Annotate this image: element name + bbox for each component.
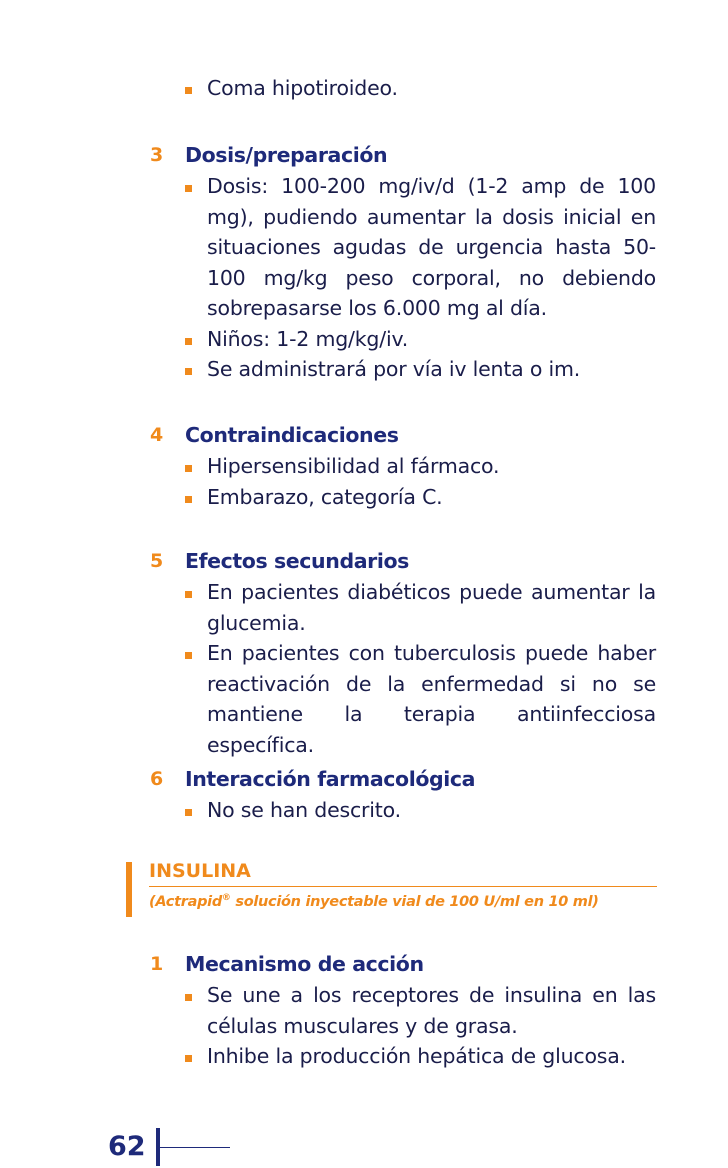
section-title: Efectos secundarios — [185, 549, 409, 573]
registered-mark: ® — [221, 893, 231, 903]
section-title: Dosis/preparación — [185, 143, 388, 167]
list-item: Hipersensibilidad al fármaco. — [183, 451, 656, 482]
bullet-list — [183, 73, 656, 104]
bullet-list — [183, 795, 656, 826]
page-number: 62 — [108, 1131, 146, 1162]
page-number-rule — [160, 1147, 230, 1148]
list-item: Inhibe la producción hepática de glucosa. — [183, 1041, 656, 1072]
list-item: No se han descrito. — [183, 795, 656, 826]
list-item: En pacientes diabéticos puede aumentar la glucemia. — [183, 577, 656, 638]
drug-subtitle-suffix: solución inyectable vial de 100 U/ml en 10 ml) — [230, 893, 599, 910]
list-item: Niños: 1-2 mg/kg/iv. — [183, 324, 656, 355]
drug-divider — [149, 886, 657, 887]
section-title: Interacción farmacológica — [185, 767, 476, 791]
section-number: 5 — [150, 550, 164, 572]
section-number: 6 — [150, 768, 164, 790]
list-item: Dosis: 100-200 mg/iv/d (1-2 amp de 100 mg), pudiendo aumentar la dosis inicial en situaciones agudas de urgencia hasta 50-100 mg/kg peso corporal, no debiendo sobrepasarse los 6.000 mg al día. — [183, 171, 656, 324]
drug-subtitle-prefix: (Actrapid — [149, 893, 222, 910]
bullet-list — [183, 171, 656, 385]
list-item: Se une a los receptores de insulina en las células musculares y de grasa. — [183, 980, 656, 1041]
drug-accent-bar — [126, 862, 132, 917]
section-number: 1 — [150, 953, 164, 975]
section-number: 3 — [150, 144, 164, 166]
list-item: Embarazo, categoría C. — [183, 482, 656, 513]
section-title: Contraindicaciones — [185, 423, 399, 447]
list-item: Coma hipotiroideo. — [183, 73, 656, 104]
bullet-list — [183, 980, 656, 1072]
list-item: En pacientes con tuberculosis puede haber reactivación de la enfermedad si no se mantiene la terapia antiinfecciosa específica. — [183, 638, 656, 760]
list-item: Se administrará por vía iv lenta o im. — [183, 354, 656, 385]
section-number: 4 — [150, 424, 164, 446]
section-title: Mecanismo de acción — [185, 952, 424, 976]
bullet-list — [183, 451, 656, 512]
drug-name: INSULINA — [149, 860, 251, 882]
bullet-list — [183, 577, 656, 760]
drug-subtitle — [149, 888, 599, 912]
